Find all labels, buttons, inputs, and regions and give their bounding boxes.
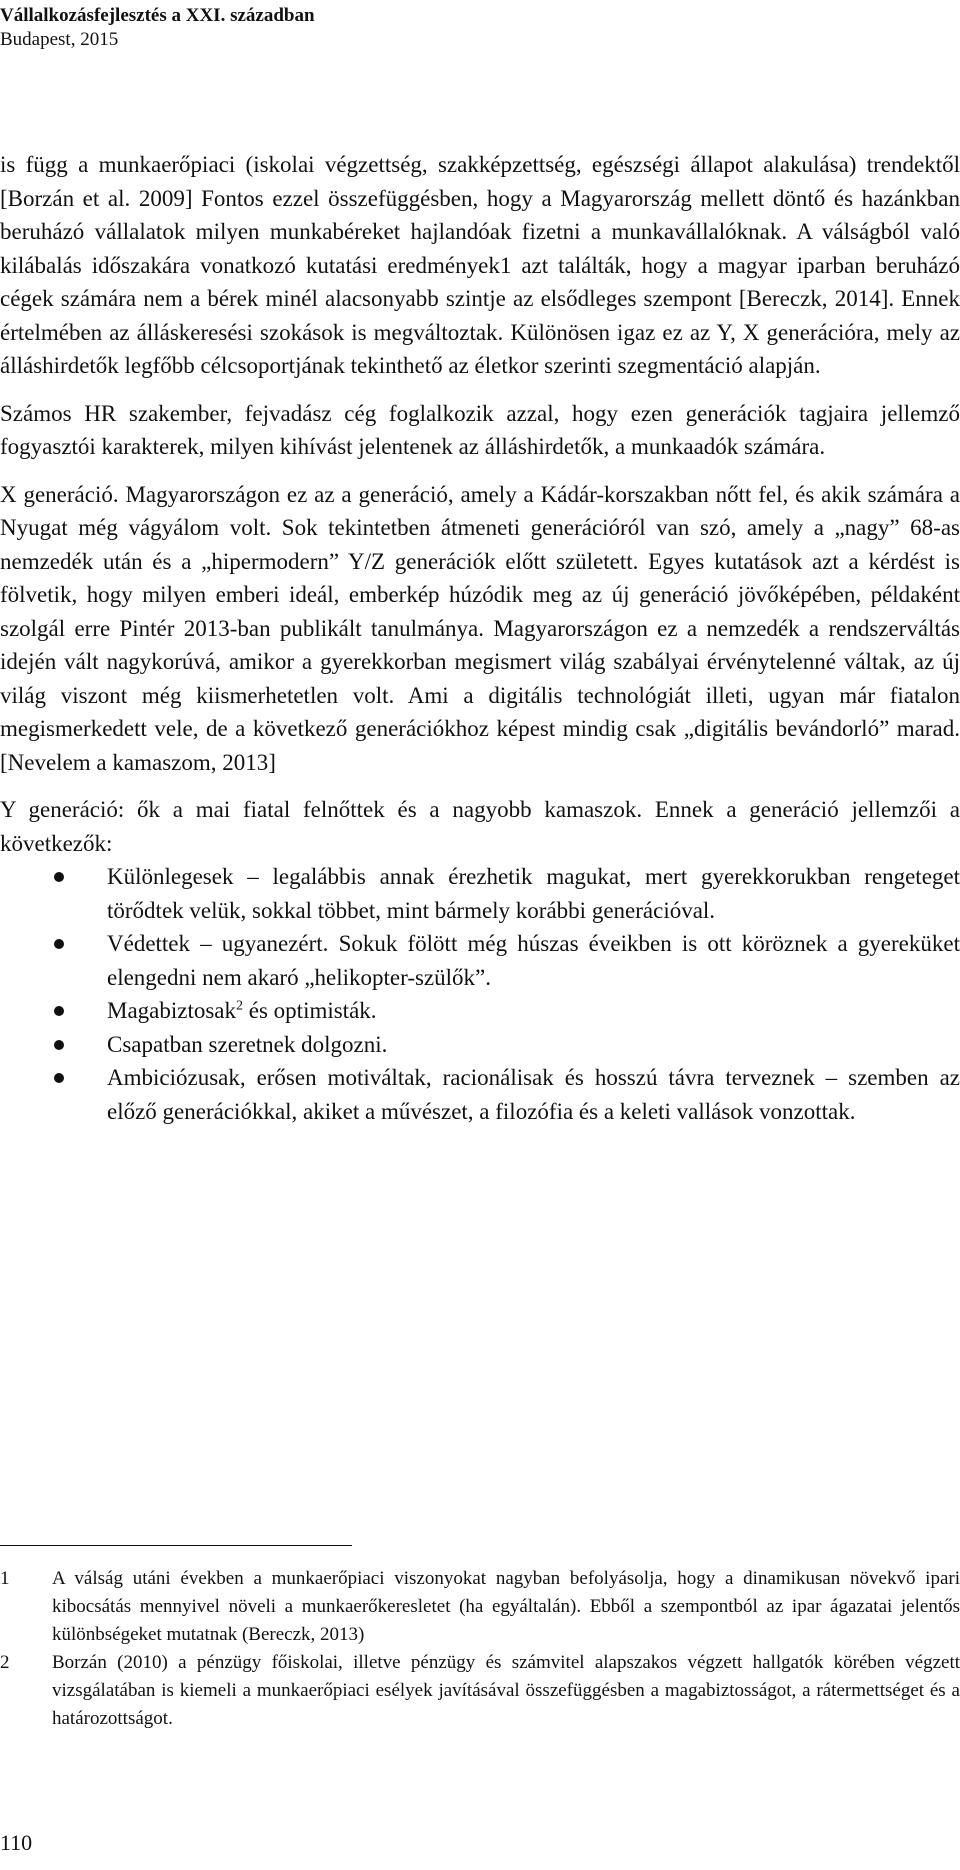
list-item [0,994,960,1028]
paragraph-y-generation: Y generáció: ők a mai fiatal felnőttek és a nagyobb kamaszok. Ennek a generáció jellemzői a következők: [0,797,960,856]
running-header [0,4,315,52]
bullet-icon [54,1073,64,1083]
header-title: Vállalkozásfejlesztés a XXI. században [0,5,315,26]
footnote-text: A válság utáni években a munkaerőpiaci viszonyokat nagyban befolyásolja, hogy a dinamikusan növekvő ipari kibocsátás mennyivel növeli a munkaerőkeresletet (ha egyáltalán). Ebből a szempontból az ipar ágazatai jelentős különbségeket mutatnak (Bereczk, 2013) [52,1568,960,1645]
paragraph-gap [0,464,960,478]
footnote-number: 2 [0,1652,10,1673]
list-item-text: Magabiztosak [107,998,237,1023]
list-item [0,1028,960,1062]
list-item [0,927,960,994]
footnote-number: 1 [0,1568,10,1589]
paragraph-x-generation: X generáció. Magyarországon ez az a generáció, amely a Kádár-korszakban nőtt fel, és akik számára a Nyugat még vágyálom volt. Sok tekintetben átmeneti generációról van szó, amely a „nagy” 68-as nemzedék után és a „hipermodern” Y/Z generációk előtt született. Egyes kutatások azt a kérdést is fölvetik, hogy milyen emberi ideál, emberkép húzódik meg az új generáció jövőképében, példaként szolgál erre Pintér 2013-ban publikált tanulmánya. Magyarországon ez a nemzedék a rendszerváltás idején vált nagykorúvá, amikor a gyerekkorban megismert világ szabályai érvénytelenné váltak, az új világ viszont még kiismerhetetlen volt. Ami a digitális technológiát illeti, ugyan már fiatalon megismerkedett vele, de a következő generációkhoz képest mindig csak „digitális bevándorló” marad. [Nevelem a kamaszom, 2013] [0,481,960,775]
paragraph-gap [0,779,960,793]
bullet-icon [54,872,64,882]
list-item-text: Ambiciózusak, erősen motiváltak, racionálisak és hosszú távra terveznek – szemben az előző generációkkal, akiket a művészet, a filozófia és a keleti vallások vonzottak. [107,1065,960,1124]
list-item-text: Védettek – ugyanezért. Sokuk fölött még húszas éveikben is ott köröznek a gyereküket elengedni nem akaró „helikopter-szülők”. [107,931,960,990]
list-item [0,1061,960,1128]
paragraph-2: Számos HR szakember, fejvadász cég foglalkozik azzal, hogy ezen generációk tagjaira jellemző fogyasztói karakterek, milyen kihívást jelentenek az álláshirdetők, a munkaadók számára. [0,400,960,459]
footnote-2 [0,1649,960,1733]
footnote-1 [0,1565,960,1649]
paragraph-1: is függ a munkaerőpiaci (iskolai végzettség, szakképzettség, egészségi állapot alakulása) trendektől [Borzán et al. 2009] Fontos ezzel összefüggésben, hogy a Magyarország mellett döntő és hazánkban beruházó vállalatok milyen munkabéreket hajlandóak fizetni a munkavállalóknak. A válságból való kilábalás időszakára vonatkozó kutatási eredmények1 azt találták, hogy a magyar iparban beruházó cégek számára nem a bérek minél alacsonyabb szintje az elsődleges szempont [Bereczk, 2014]. Ennek értelmében az álláskeresési szokások is megváltoztak. Különösen igaz ez az Y, X generációra, mely az álláshirdetők legfőbb célcsoportjának tekinthető az életkor szerinti szegmentáció alapján. [0,152,960,378]
footnote-separator [0,1545,352,1546]
footnotes [0,1565,960,1733]
list-item-text: Csapatban szeretnek dolgozni. [107,1031,388,1057]
bullet-icon [54,1006,64,1016]
header-subtitle: Budapest, 2015 [0,29,119,50]
page-number: 110 [0,1830,33,1855]
list-item-text: Különlegesek – legalábbis annak érezhetik magukat, mert gyerekkorukban rengeteget törődtek velük, sokkal többet, mint bármely korábbi generációval. [107,864,960,923]
footnote-text: Borzán (2010) a pénzügy főiskolai, illetve pénzügy és számvitel alapszakos végzett hallgatók körében végzett vizsgálatában is kiemeli a munkaerőpiaci esélyek javításával összefüggésben a magabiztosságot, a rátermettséget és a határozottságot. [52,1652,960,1729]
footnote-ref-2[interactable]: 2 [236,998,244,1014]
bullet-icon [54,1040,64,1050]
bullet-icon [54,939,64,949]
y-generation-traits-list [0,860,960,1128]
paragraph-gap [0,383,960,397]
list-item-text-tail: és optimisták. [243,998,377,1023]
body-text [0,148,960,1128]
list-item [0,860,960,927]
